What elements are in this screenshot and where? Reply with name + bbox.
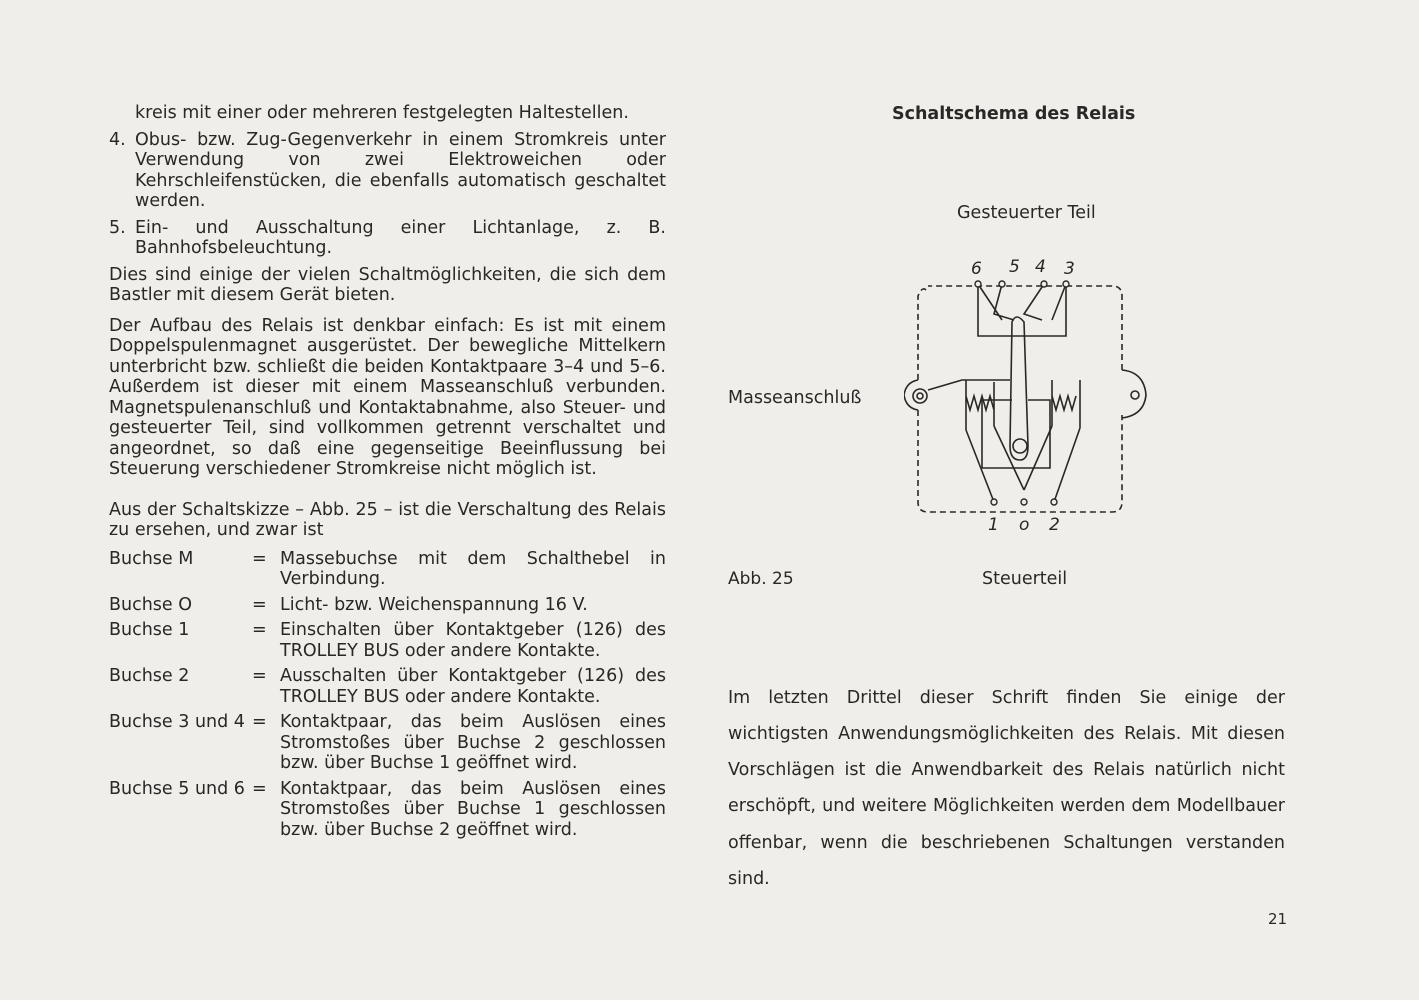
definition-row: [109, 549, 666, 590]
equals-sign: =: [252, 594, 267, 615]
socket-description: Kontaktpaar, das beim Auslösen eines Stromstoßes über Buchse 1 geschlossen bzw. über Buchse 2 geöffnet wird.: [280, 778, 666, 840]
terminal-label-4: 4: [1035, 257, 1046, 277]
paragraph-options: Dies sind einige der vielen Schaltmöglichkeiten, die sich dem Bastler mit diesem Gerät bieten.: [109, 264, 666, 305]
list-number: 4.: [109, 129, 126, 150]
ground-terminal: [913, 389, 927, 403]
coil-wiring: [966, 426, 1080, 502]
housing-outline: [918, 286, 1122, 512]
terminal-label-1: 1: [988, 515, 999, 535]
socket-definitions: [109, 549, 666, 841]
label-control-part: Steuerteil: [982, 569, 1068, 589]
terminal-1: [991, 499, 997, 505]
terminal-3: [1063, 281, 1069, 287]
contact-springs: [978, 284, 1066, 320]
figure-label: Abb. 25: [728, 569, 794, 589]
right-lug: [1122, 370, 1146, 418]
socket-term: Buchse M: [109, 548, 194, 569]
terminal-label-0: o: [1019, 515, 1030, 535]
terminal-5: [999, 281, 1005, 287]
equals-sign: =: [252, 620, 267, 640]
definition-row: [109, 712, 666, 774]
definition-row: [109, 595, 666, 616]
list-number: 5.: [109, 217, 126, 238]
ground-wire: [928, 380, 1010, 390]
terminal-2: [1051, 499, 1057, 505]
socket-term: Buchse 1: [109, 620, 190, 640]
relay-schematic: [904, 250, 1164, 540]
socket-description: Ausschalten über Kontaktgeber (126) des TROLLEY BUS oder andere Kontakte.: [280, 666, 666, 707]
paragraph-construction: Der Aufbau des Relais ist denkbar einfach: Es ist mit einem Doppelspulenmagnet ausgerüstet. Der bewegliche Mittelkern unterbricht bzw. schließt die beiden Kontaktpaare 3–4 und 5–6. Außerdem ist dieser mit einem Masseanschluß verbunden. Magnetspulenanschluß und Kontaktabnahme, also Steuer- und gesteuerter Teil, sind vollkommen getrennt verschaltet und angeordnet, so daß eine gegenseitige Beeinflussung bei Steuerung verschiedener Stromkreise nicht möglich ist.: [109, 315, 666, 479]
definition-row: [109, 666, 666, 707]
socket-description: Einschalten über Kontaktgeber (126) des TROLLEY BUS oder andere Kontakte.: [280, 620, 666, 661]
left-column: [109, 103, 666, 840]
schema-title: Schaltschema des Relais: [892, 104, 1136, 124]
socket-description: Kontaktpaar, das beim Auslösen eines Stromstoßes über Buchse 2 geschlossen bzw. über Buchse 1 geöffnet wird.: [280, 712, 666, 773]
terminal-label-5: 5: [1009, 257, 1020, 277]
page-number: 21: [1268, 910, 1288, 928]
socket-term: Buchse 2: [109, 666, 190, 686]
list-item-5: [109, 218, 666, 259]
terminal-label-6: 6: [971, 259, 982, 279]
label-controlled-part: Gesteuerter Teil: [957, 203, 1096, 223]
right-column: [728, 0, 1288, 1000]
definition-row: [109, 620, 666, 661]
terminal-0: [1021, 499, 1027, 505]
right-mount-hole: [1131, 391, 1139, 399]
equals-sign: =: [252, 666, 267, 686]
contact-frame: [978, 284, 1066, 336]
ground-lug: [904, 380, 918, 410]
equals-sign: =: [252, 778, 267, 799]
definition-row: [109, 779, 666, 841]
lever-arm: [982, 400, 1050, 468]
paragraph-wiring: Aus der Schaltskizze – Abb. 25 – ist die Verschaltung des Relais zu ersehen, und zwar ist: [109, 499, 666, 540]
coil-left: [966, 380, 994, 430]
coil-right: [1052, 380, 1080, 428]
closing-paragraph: Im letzten Drittel dieser Schrift finden Sie einige der wichtigsten Anwendungsmöglichkeiten des Relais. Mit diesen Vorschlägen ist die Anwendbarkeit des Relais natürlich nicht erschöpft, und weitere Möglichkeiten werden dem Modellbauer offenbar, wenn die beschriebenen Schaltungen verstanden sind.: [728, 687, 1285, 889]
terminal-label-2: 2: [1049, 515, 1060, 535]
intro-line: kreis mit einer oder mehreren festgelegten Haltestellen.: [135, 103, 629, 123]
socket-description: Massebuchse mit dem Schalthebel in Verbindung.: [280, 548, 666, 589]
socket-term: Buchse 3 und 4: [109, 712, 245, 732]
terminal-4: [1041, 281, 1047, 287]
equals-sign: =: [252, 548, 267, 569]
terminal-label-3: 3: [1064, 259, 1075, 279]
list-text: Obus- bzw. Zug-Gegenverkehr in einem Stromkreis unter Verwendung von zwei Elektroweichen oder Kehrschleifenstücken, die ebenfalls automatisch geschaltet werden.: [135, 129, 666, 211]
socket-description: Licht- bzw. Weichenspannung 16 V.: [280, 594, 588, 615]
label-ground-connection: Masseanschluß: [728, 388, 862, 408]
equals-sign: =: [252, 712, 267, 732]
list-text: Ein- und Ausschaltung einer Lichtanlage, z. B. Bahnhofsbeleuchtung.: [135, 217, 666, 258]
terminal-6: [975, 281, 981, 287]
socket-term: Buchse 5 und 6: [109, 778, 245, 799]
list-item-4: [109, 130, 666, 212]
socket-term: Buchse O: [109, 594, 193, 615]
